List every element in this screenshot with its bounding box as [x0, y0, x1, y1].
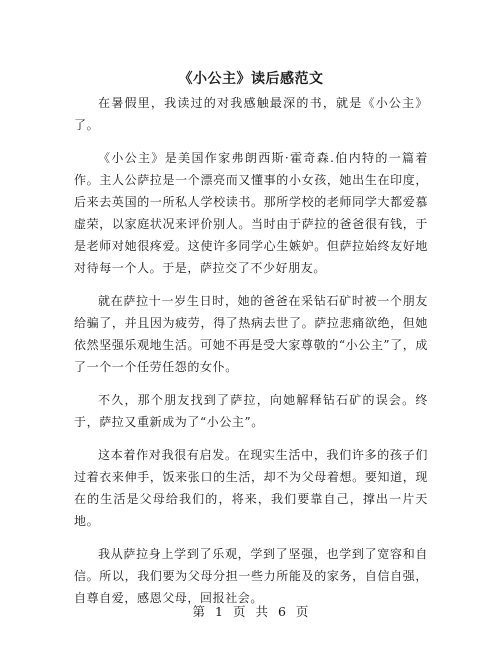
footer-page-word: 页 — [232, 604, 247, 619]
footer-prefix: 第 — [192, 604, 207, 619]
paragraph-4: 不久，那个朋友找到了萨拉，向她解释钻石矿的误会。终于，萨拉又重新成为了“小公主”。 — [74, 393, 428, 429]
document-title: 《小公主》读后感范文 — [178, 71, 324, 87]
page-footer — [0, 602, 502, 620]
footer-total-suffix: 页 — [295, 604, 310, 619]
paragraph-5: 这本着作对我很有启发。在现实生活中，我们许多的孩子们过着衣来伸手，饭来张口的生活，却不为父母着想。要知道，现在的生活是父母给我们的，将来，我们要靠自己，撑出一片天地。 — [74, 448, 428, 528]
footer-total-pages: 6 — [277, 604, 287, 619]
paragraph-2: 《小公主》是美国作家弗朗西斯·霍奇森.伯内特的一篇着作。主人公萨拉是一个漂亮而又懂事的小女孩，她出生在印度，后来去英国的一所私人学校读书。那所学校的老师同学大都爱慕虚荣，以家庭状况来评价别人。当时由于萨拉的爸爸很有钱，于是老师对她很疼爱。这使许多同学心生嫉妒。但萨拉始终友好地对待每一个人。于是，萨拉交了不少好朋友。 — [74, 151, 428, 275]
paragraph-1: 在暑假里，我读过的对我感触最深的书，就是《小公主》了。 — [74, 96, 428, 132]
footer-total-prefix: 共 — [255, 604, 269, 619]
paragraph-3: 就在萨拉十一岁生日时，她的爸爸在采钻石矿时被一个朋友给骗了，并且因为疲劳，得了热病去世了。萨拉悲痛欲绝，但她依然坚强乐观地生活。可她不再是受大家尊敬的“小公主”了，成了一个一个任劳任怨的女仆。 — [74, 294, 428, 374]
document-body — [74, 92, 428, 620]
footer-current-page: 1 — [215, 604, 224, 619]
paragraph-6: 我从萨拉身上学到了乐观，学到了坚强，也学到了宽容和自信。所以，我们要为父母分担一些力所能及的家务，自信自强，自尊自爱，感恩父母，回报社会。 — [74, 547, 428, 605]
